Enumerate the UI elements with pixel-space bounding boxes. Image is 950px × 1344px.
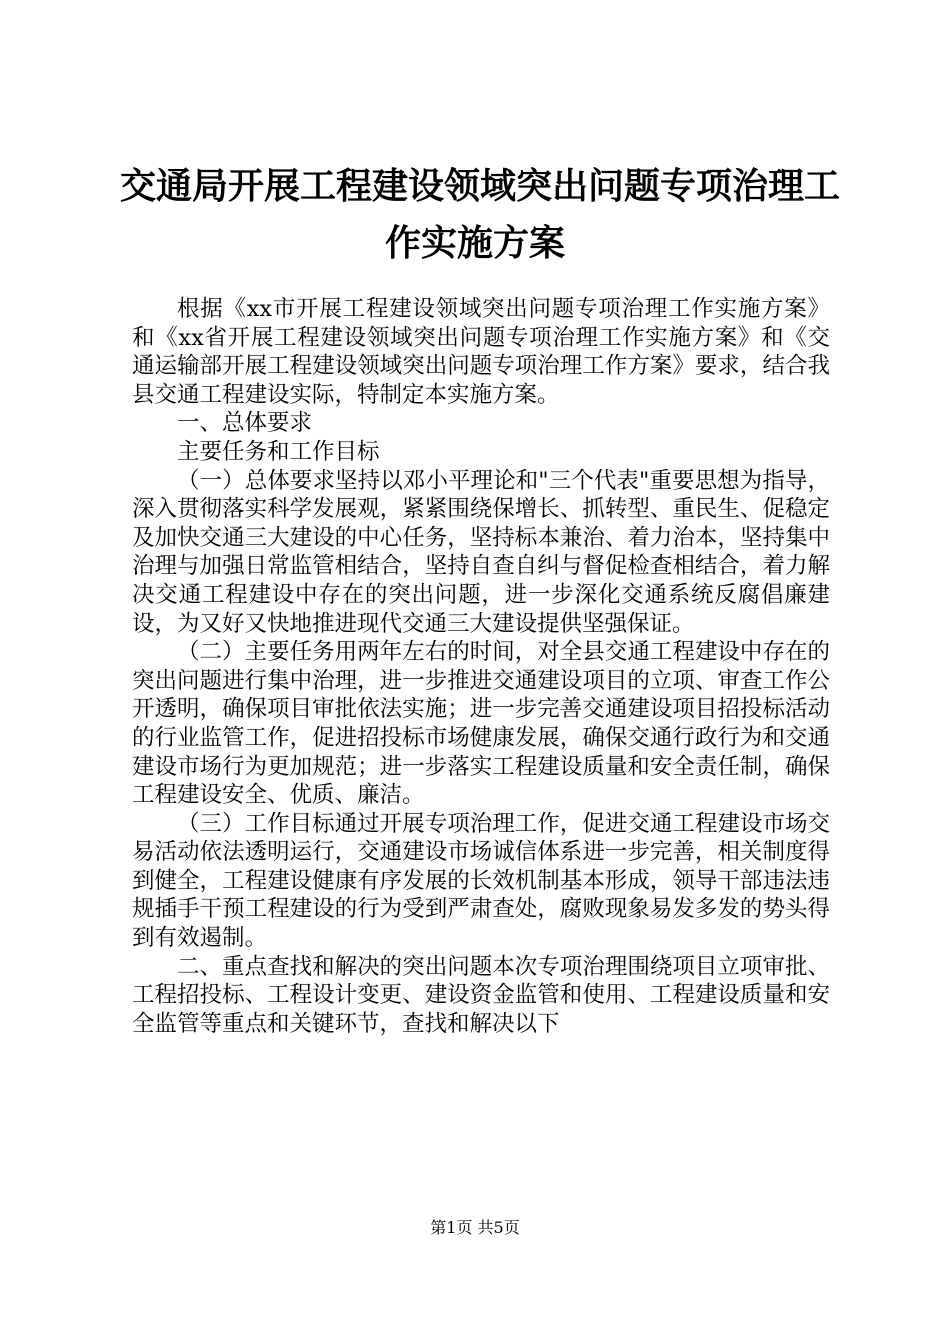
- paragraph-main-tasks: （二）主要任务用两年左右的时间，对全县交通工程建设中存在的突出问题进行集中治理，进一步推进交通建设项目的立项、审查工作公开透明，确保项目审批依法实施；进一步完善交通建设项目招投标活动的行业监管工作，促进招投标市场健康发展，确保交通行政行为和交通建设市场行为更加规范；进一步落实工程建设质量和安全责任制，确保工程建设安全、优质、廉洁。: [132, 639, 830, 809]
- intro-paragraph: 根据《xx市开展工程建设领域突出问题专项治理工作实施方案》和《xx省开展工程建设领域突出问题专项治理工作实施方案》和《交通运输部开展工程建设领域突出问题专项治理工作方案》要求，结合我县交通工程建设实际，特制定本实施方案。: [132, 296, 830, 408]
- paragraph-work-goals: （三）工作目标通过开展专项治理工作，促进交通工程建设市场交易活动依法透明运行，交通建设市场诚信体系进一步完善，相关制度得到健全，工程建设健康有序发展的长效机制基本形成，领导干部违法违规插手干预工程建设的行为受到严肃查处，腐败现象易发多发的势头得到有效遏制。: [132, 810, 830, 952]
- document-body: [132, 295, 830, 1038]
- document-title-line-2: 作实施方案: [384, 222, 565, 264]
- section-heading-1: 一、总体要求: [177, 410, 313, 437]
- section-heading-2-paragraph: 二、重点查找和解决的突出问题本次专项治理围绕项目立项审批、工程招投标、工程设计变更、建设资金监管和使用、工程建设质量和安全监管等重点和关键环节，查找和解决以下: [132, 953, 830, 1037]
- document-title-line-1: 交通局开展工程建设领域突出问题专项治理工: [120, 165, 841, 207]
- paragraph-overall-requirement: （一）总体要求坚持以邓小平理论和"三个代表"重要思想为指导，深入贯彻落实科学发展观，紧紧围绕保增长、抓转型、重民生、促稳定及加快交通三大建设的中心任务，坚持标本兼治、着力治本，坚持集中治理与加强日常监管相结合，坚持自查自纠与督促检查相结合，着力解决交通工程建设中存在的突出问题，进一步深化交通系统反腐倡廉建设，为又好又快地推进现代交通三大建设提供坚强保证。: [132, 467, 830, 637]
- subheading-tasks-goals: 主要任务和工作目标: [177, 438, 380, 465]
- page-footer: 第1页 共5页: [430, 1218, 520, 1237]
